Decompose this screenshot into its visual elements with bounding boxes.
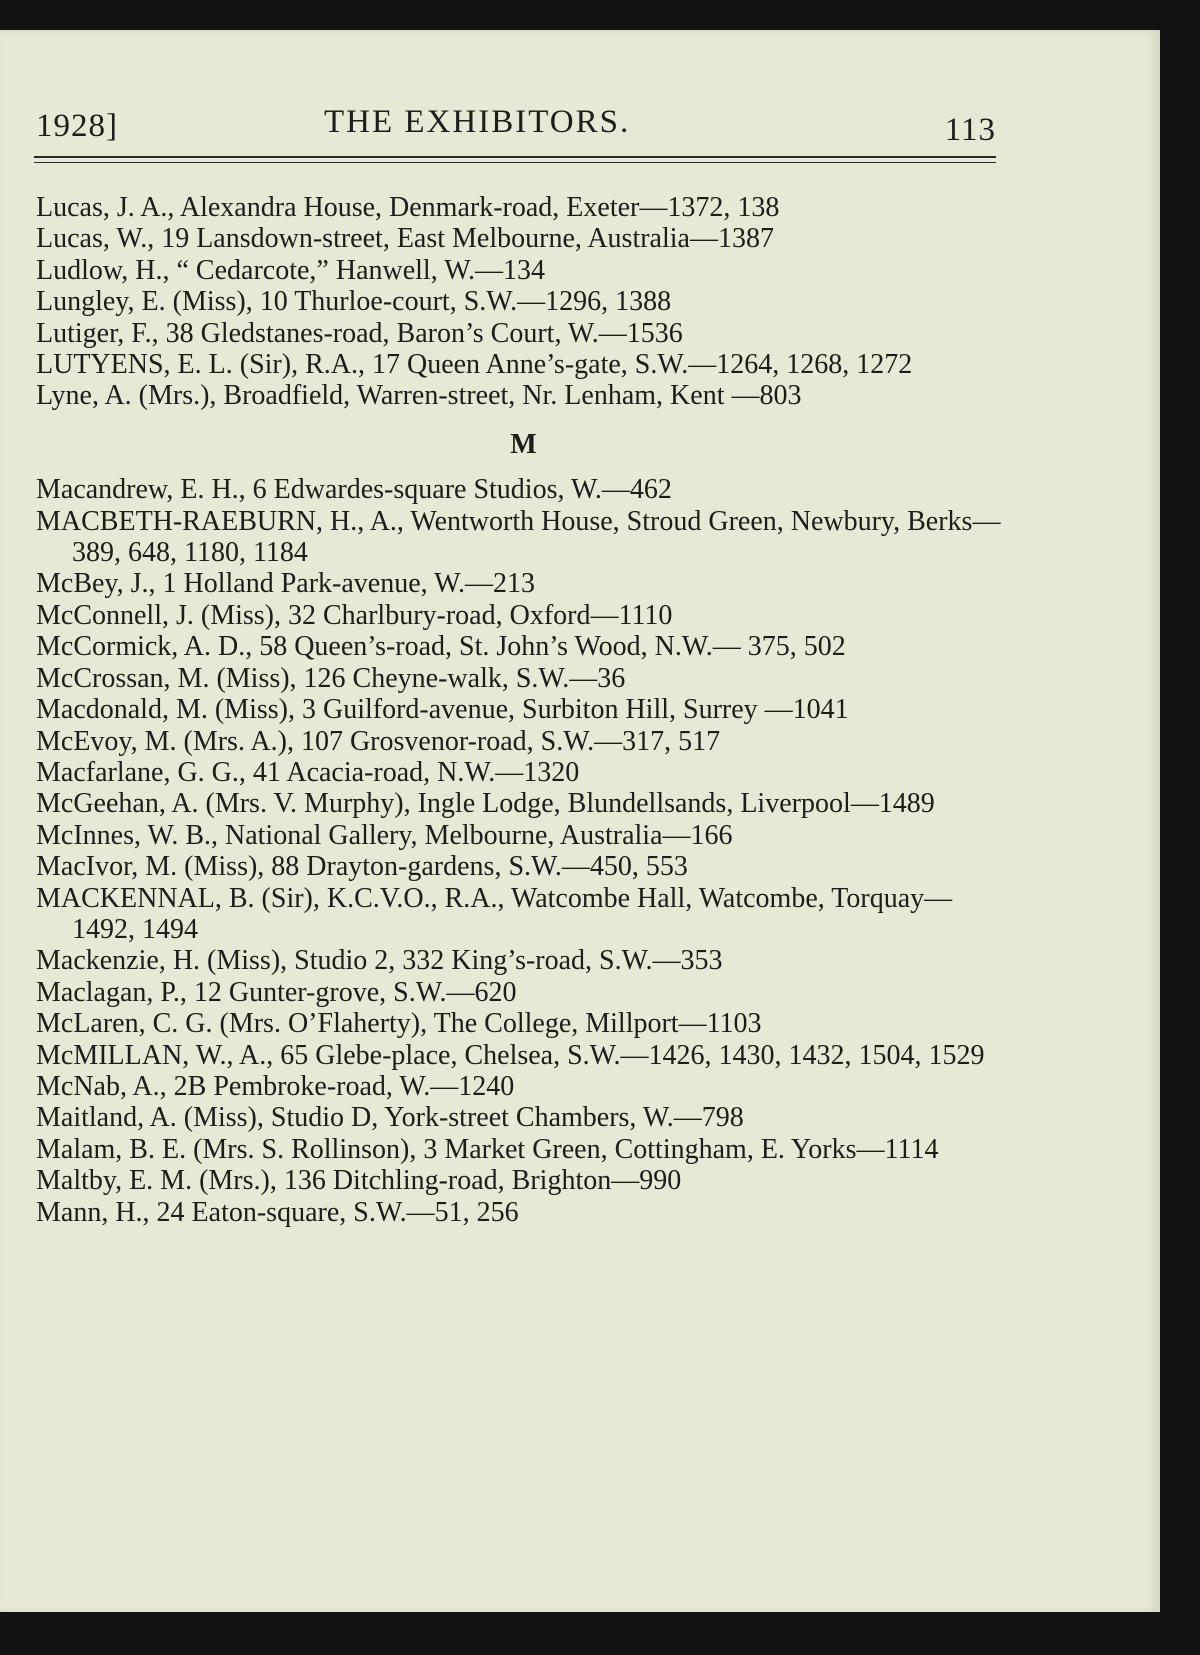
list-entry: Macandrew, E. H., 6 Edwardes-square Studios, W.—462: [36, 474, 672, 506]
section-letter: M: [510, 428, 537, 460]
book-page: [0, 30, 1160, 1612]
list-entry: Ludlow, H., “ Cedarcote,” Hanwell, W.—134: [36, 254, 546, 286]
header-rule-thin: [34, 162, 996, 163]
list-entry: Mann, H., 24 Eaton-square, S.W.—51, 256: [36, 1196, 519, 1228]
list-entry: McEvoy, M. (Mrs. A.), 107 Grosvenor-road, S.W.—317, 517: [36, 725, 721, 757]
list-entry: Macdonald, M. (Miss), 3 Guilford-avenue, Surbiton Hill, Surrey —1041: [36, 694, 849, 726]
list-entry: Maltby, E. M. (Mrs.), 136 Ditchling-road, Brighton—990: [36, 1165, 682, 1197]
list-entry: McCormick, A. D., 58 Queen’s-road, St. John’s Wood, N.W.— 375, 502: [36, 631, 846, 663]
list-entry: McBey, J., 1 Holland Park-avenue, W.—213: [36, 568, 535, 600]
list-entry: Maclagan, P., 12 Gunter-grove, S.W.—620: [36, 976, 517, 1008]
header-year: 1928]: [36, 108, 118, 144]
list-entry: Maitland, A. (Miss), Studio D, York-street Chambers, W.—798: [36, 1102, 744, 1134]
list-entry: Lyne, A. (Mrs.), Broadfield, Warren-street, Nr. Lenham, Kent —803: [36, 380, 802, 412]
header-rule-thick: [34, 156, 996, 158]
list-entry: McCrossan, M. (Miss), 126 Cheyne-walk, S.W.—36: [36, 662, 626, 694]
list-entry: Macfarlane, G. G., 41 Acacia-road, N.W.—1320: [36, 756, 580, 788]
exhibitor-list: [36, 192, 1011, 1228]
list-entry: McNab, A., 2B Pembroke-road, W.—1240: [36, 1070, 515, 1102]
list-entry: McMILLAN, W., A., 65 Glebe-place, Chelsea, S.W.—1426, 1430, 1432, 1504, 1529: [36, 1039, 985, 1071]
list-entry: LUTYENS, E. L. (Sir), R.A., 17 Queen Anne’s-gate, S.W.—1264, 1268, 1272: [36, 349, 913, 381]
list-entry: McGeehan, A. (Mrs. V. Murphy), Ingle Lodge, Blundellsands, Liverpool—1489: [36, 788, 935, 820]
running-header: [36, 104, 996, 148]
list-entry: Lucas, W., 19 Lansdown-street, East Melbourne, Australia—1387: [36, 223, 774, 255]
list-entry: McConnell, J. (Miss), 32 Charlbury-road, Oxford—1110: [36, 599, 673, 631]
page-number: 113: [944, 112, 996, 148]
list-entry: Lucas, J. A., Alexandra House, Denmark-road, Exeter—1372, 138: [36, 192, 780, 223]
header-title: THE EXHIBITORS.: [324, 104, 631, 140]
list-entry: MACKENNAL, B. (Sir), K.C.V.O., R.A., Watcombe Hall, Watcombe, Torquay—1492, 1494: [36, 882, 953, 945]
list-entry: Lungley, E. (Miss), 10 Thurloe-court, S.W.—1296, 1388: [36, 286, 672, 318]
list-entry: Lutiger, F., 38 Gledstanes-road, Baron’s Court, W.—1536: [36, 317, 683, 349]
list-entry: MACBETH-RAEBURN, H., A., Wentworth House, Stroud Green, Newbury, Berks—389, 648, 1180, 1184: [36, 505, 1001, 569]
list-entry: McInnes, W. B., National Gallery, Melbourne, Australia—166: [36, 819, 733, 851]
list-entry: McLaren, C. G. (Mrs. O’Flaherty), The College, Millport—1103: [36, 1008, 762, 1040]
list-entry: Malam, B. E. (Mrs. S. Rollinson), 3 Market Green, Cottingham, E. Yorks—1114: [36, 1133, 939, 1165]
list-entry: Mackenzie, H. (Miss), Studio 2, 332 King’s-road, S.W.—353: [36, 945, 723, 977]
list-entry: MacIvor, M. (Miss), 88 Drayton-gardens, S.W.—450, 553: [36, 851, 688, 883]
